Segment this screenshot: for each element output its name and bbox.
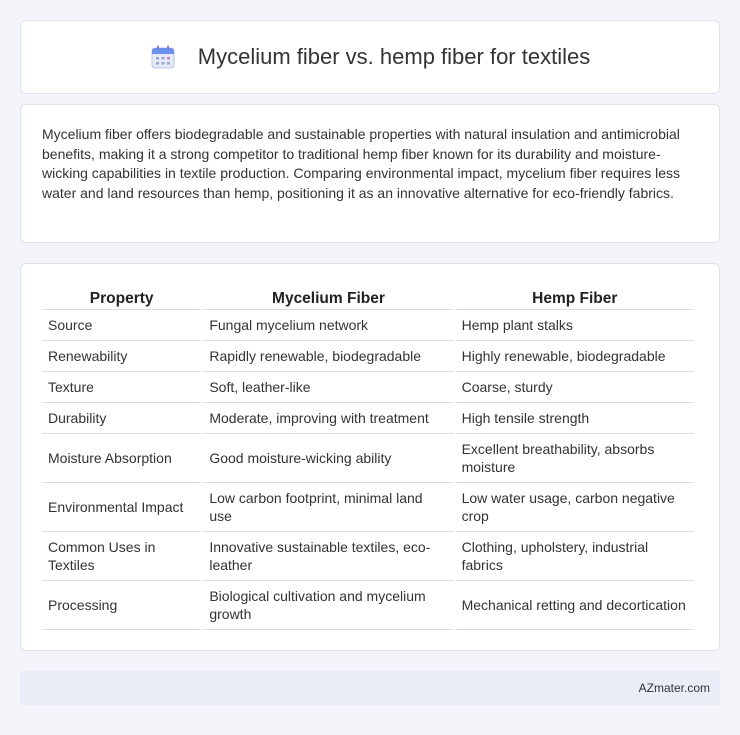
- page-title: Mycelium fiber vs. hemp fiber for textiles: [197, 44, 591, 69]
- intro-paragraph: Mycelium fiber offers biodegradable and sustainable properties with natural insulation and antimicrobial benefits, making it a strong competitor to traditional hemp fiber known for its durability and moisture-wicking capabilities in textile production. Comparing environmental impact, mycelium fiber requires less water and land resources than hemp, positioning it as an innovative alternative for eco-friendly fabrics.: [42, 126, 681, 201]
- table-cell: Coarse, sturdy: [456, 372, 694, 403]
- intro-card: [20, 104, 720, 243]
- table-cell: Clothing, upholstery, industrial fabrics: [456, 532, 694, 581]
- table-cell: Hemp plant stalks: [456, 310, 694, 341]
- table-row: [42, 403, 694, 434]
- table-cell: Moderate, improving with treatment: [203, 403, 453, 434]
- comparison-table-card: [20, 263, 720, 651]
- table-cell: Soft, leather-like: [203, 372, 453, 403]
- table-row: [42, 532, 694, 581]
- table-row: [42, 372, 694, 403]
- footer: [20, 671, 720, 705]
- header-property: Property: [42, 284, 201, 310]
- table-cell: Moisture Absorption: [42, 434, 201, 483]
- table-cell: Environmental Impact: [42, 483, 201, 532]
- table-cell: Low water usage, carbon negative crop: [456, 483, 694, 532]
- comparison-table: [40, 284, 696, 630]
- table-cell: Renewability: [42, 341, 201, 372]
- table-row: [42, 483, 694, 532]
- table-cell: Good moisture-wicking ability: [203, 434, 453, 483]
- table-row: [42, 341, 694, 372]
- table-cell: Source: [42, 310, 201, 341]
- header-hemp: Hemp Fiber: [456, 284, 694, 310]
- table-cell: Highly renewable, biodegradable: [456, 341, 694, 372]
- footer-site-link[interactable]: AZmater.com: [638, 681, 710, 695]
- header-mycelium: Mycelium Fiber: [203, 284, 453, 310]
- table-cell: Common Uses in Textiles: [42, 532, 201, 581]
- table-cell: Excellent breathability, absorbs moisture: [456, 434, 694, 483]
- table-cell: Fungal mycelium network: [203, 310, 453, 341]
- table-row: [42, 581, 694, 630]
- calendar-icon: [150, 44, 176, 70]
- table-cell: Innovative sustainable textiles, eco-leather: [203, 532, 453, 581]
- table-header-row: [42, 284, 694, 310]
- table-cell: Durability: [42, 403, 201, 434]
- table-cell: Processing: [42, 581, 201, 630]
- table-cell: Mechanical retting and decortication: [456, 581, 694, 630]
- title-card: [20, 20, 720, 94]
- table-cell: High tensile strength: [456, 403, 694, 434]
- table-row: [42, 310, 694, 341]
- table-cell: Low carbon footprint, minimal land use: [203, 483, 453, 532]
- table-row: [42, 434, 694, 483]
- table-cell: Texture: [42, 372, 201, 403]
- table-cell: Biological cultivation and mycelium growth: [203, 581, 453, 630]
- table-cell: Rapidly renewable, biodegradable: [203, 341, 453, 372]
